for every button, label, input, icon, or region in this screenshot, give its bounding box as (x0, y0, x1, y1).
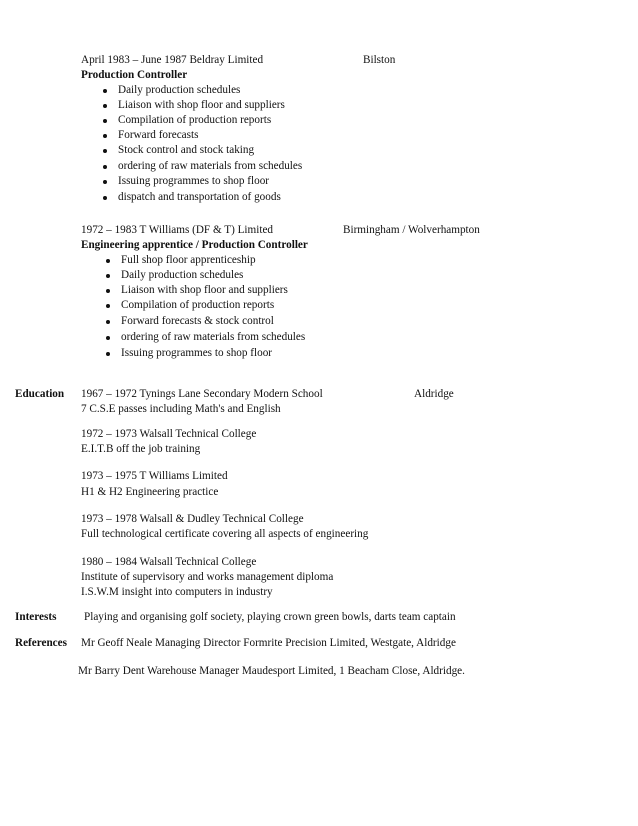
education-entry-5-line3: I.S.W.M insight into computers in industry (81, 586, 273, 598)
job2-dates-company: 1972 – 1983 T Williams (DF & T) Limited (81, 224, 274, 236)
reference-1: Mr Geoff Neale Managing Director Formrite Precision Limited, Westgate, Aldridge (81, 637, 456, 649)
education-entry-4-line1: 1973 – 1978 Walsall & Dudley Technical College (81, 513, 304, 525)
education-entry-2-line1: 1972 – 1973 Walsall Technical College (81, 428, 257, 440)
job2-title: Engineering apprentice / Production Controller (81, 239, 308, 251)
job1-bullet-5: Stock control and stock taking (118, 144, 255, 156)
reference-2: Mr Barry Dent Warehouse Manager Maudesport Limited, 1 Beacham Close, Aldridge. (78, 665, 465, 677)
education-entry-1-line2: 7 C.S.E passes including Math's and English (81, 403, 281, 415)
interests-heading: Interests (15, 611, 57, 623)
bullet-icon (103, 180, 107, 184)
job2-bullet-4: Compilation of production reports (121, 299, 275, 311)
job2-bullet-6: ordering of raw materials from schedules (121, 331, 306, 343)
job1-location: Bilston (363, 54, 396, 66)
bullet-icon (103, 134, 107, 138)
education-entry-5-line1: 1980 – 1984 Walsall Technical College (81, 556, 257, 568)
bullet-icon (106, 320, 110, 324)
education-entry-5-line2: Institute of supervisory and works management diploma (81, 571, 334, 583)
bullet-icon (106, 259, 110, 263)
job1-dates-company: April 1983 – June 1987 Beldray Limited (81, 54, 264, 66)
education-entry-2-line2: E.I.T.B off the job training (81, 443, 201, 455)
job2-bullet-7: Issuing programmes to shop floor (121, 347, 273, 359)
references-heading: References (15, 637, 67, 649)
job2-bullet-5: Forward forecasts & stock control (121, 315, 274, 327)
bullet-icon (103, 89, 107, 93)
education-entry-3-line2: H1 & H2 Engineering practice (81, 486, 219, 498)
job1-bullet-8: dispatch and transportation of goods (118, 191, 281, 203)
job1-bullet-6: ordering of raw materials from schedules (118, 160, 303, 172)
job1-title: Production Controller (81, 69, 188, 81)
bullet-icon (106, 289, 110, 293)
bullet-icon (103, 104, 107, 108)
bullet-icon (106, 352, 110, 356)
education-entry-1-location: Aldridge (414, 388, 454, 400)
interests-text: Playing and organising golf society, playing crown green bowls, darts team captain (84, 611, 456, 623)
bullet-icon (103, 149, 107, 153)
job2-bullet-1: Full shop floor apprenticeship (121, 254, 256, 266)
job1-bullet-2: Liaison with shop floor and suppliers (118, 99, 285, 111)
bullet-icon (106, 304, 110, 308)
education-entry-1-line1: 1967 – 1972 Tynings Lane Secondary Modern School (81, 388, 323, 400)
bullet-icon (103, 196, 107, 200)
job2-bullet-2: Daily production schedules (121, 269, 244, 281)
bullet-icon (106, 336, 110, 340)
job1-bullet-3: Compilation of production reports (118, 114, 272, 126)
education-entry-3-line1: 1973 – 1975 T Williams Limited (81, 470, 228, 482)
education-heading: Education (15, 388, 65, 400)
job1-bullet-1: Daily production schedules (118, 84, 241, 96)
bullet-icon (103, 165, 107, 169)
job1-bullet-4: Forward forecasts (118, 129, 199, 141)
bullet-icon (103, 119, 107, 123)
job2-location: Birmingham / Wolverhampton (343, 224, 480, 236)
job2-bullet-3: Liaison with shop floor and suppliers (121, 284, 288, 296)
job1-bullet-7: Issuing programmes to shop floor (118, 175, 270, 187)
bullet-icon (106, 274, 110, 278)
education-entry-4-line2: Full technological certificate covering all aspects of engineering (81, 528, 369, 540)
